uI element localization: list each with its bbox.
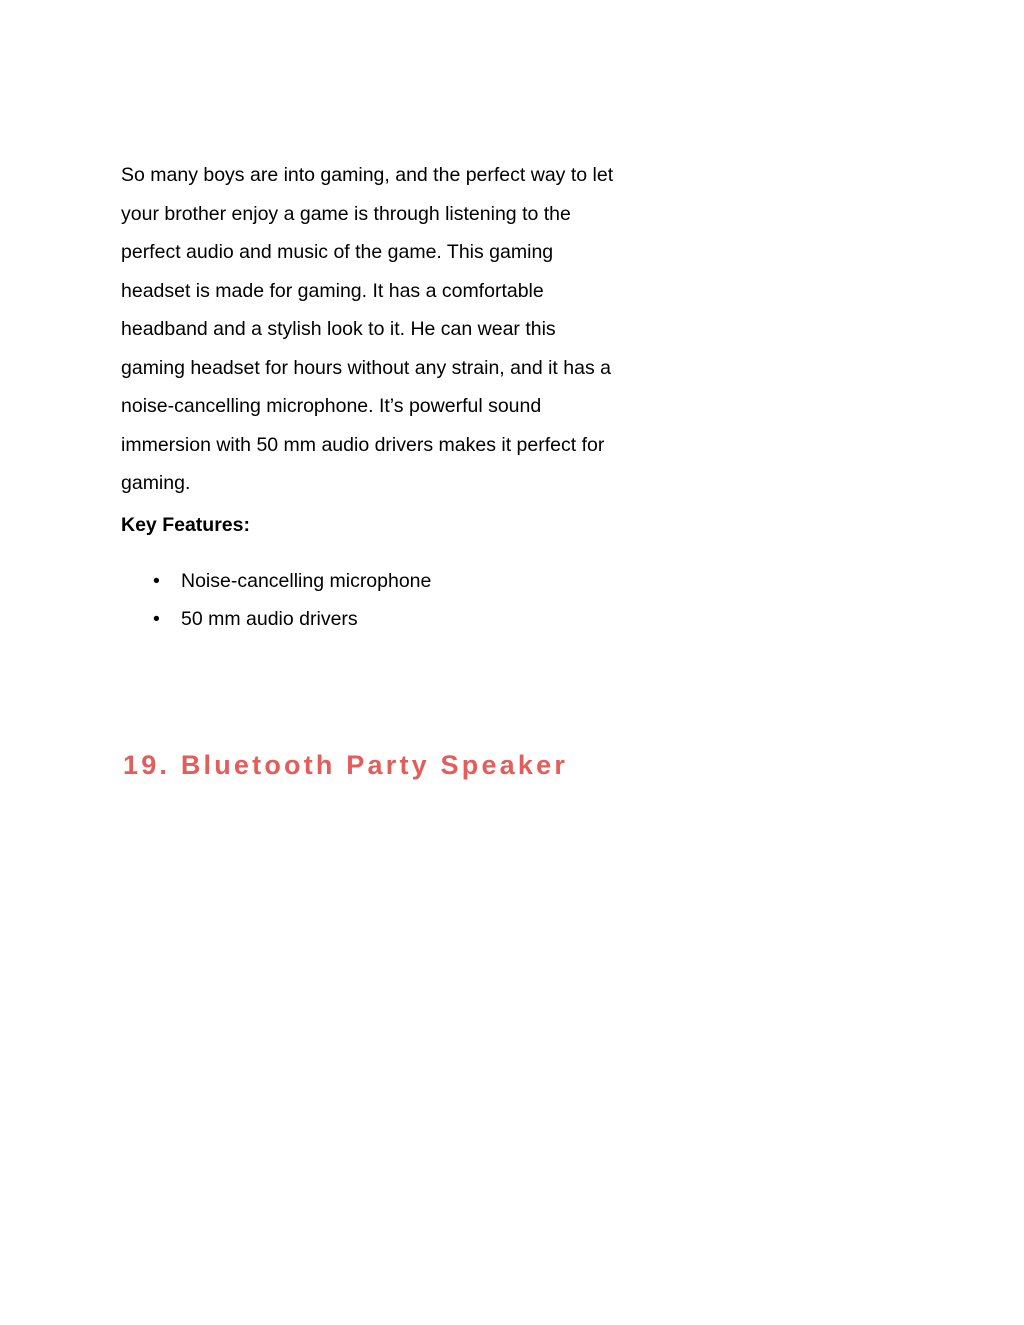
section-heading: 19. Bluetooth Party Speaker xyxy=(123,750,569,780)
paragraph-line: your brother enjoy a game is through listening to the xyxy=(121,203,571,225)
paragraph-line: noise-cancelling microphone. It’s powerful sound xyxy=(121,395,542,417)
key-features-heading: Key Features: xyxy=(121,514,250,536)
bullet-icon: • xyxy=(153,608,160,630)
paragraph-line: immersion with 50 mm audio drivers makes it perfect for xyxy=(121,434,605,456)
paragraph-line: perfect audio and music of the game. This gaming xyxy=(121,241,554,263)
paragraph-line: headband and a stylish look to it. He can wear this xyxy=(121,318,556,340)
paragraph-line: gaming headset for hours without any strain, and it has a xyxy=(121,357,611,379)
paragraph-line: So many boys are into gaming, and the perfect way to let xyxy=(121,164,614,186)
list-item-text: Noise-cancelling microphone xyxy=(181,570,432,592)
paragraph-line: gaming. xyxy=(121,472,191,494)
list-item-text: 50 mm audio drivers xyxy=(181,608,358,630)
paragraph-line: headset is made for gaming. It has a comfortable xyxy=(121,280,544,302)
list-item xyxy=(0,607,600,631)
list-item xyxy=(0,569,600,593)
bullet-icon: • xyxy=(153,570,160,592)
